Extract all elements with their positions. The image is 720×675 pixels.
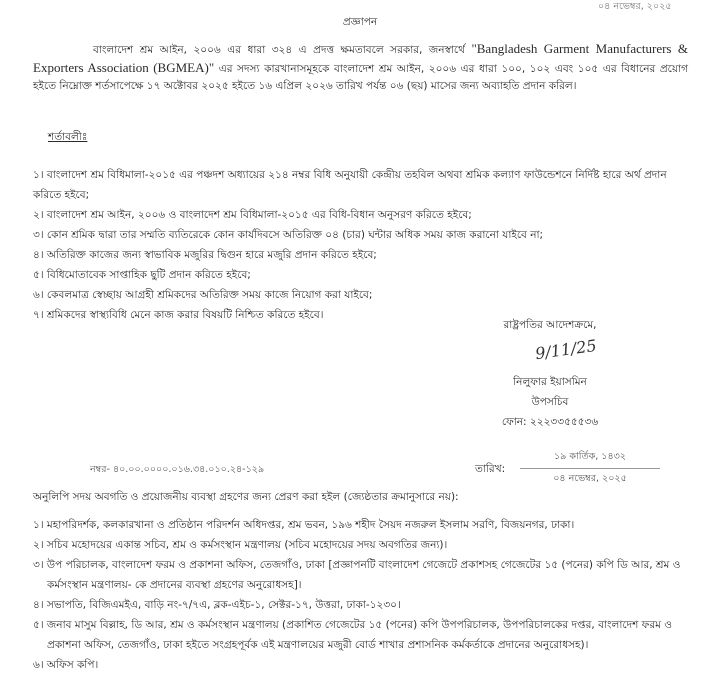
condition-item: ৩। কোন শ্রমিক দ্বারা তার সম্মতি ব্যতিরেকে কোন কার্যদিবসে অতিরিক্ত ০৪ (চার) ঘন্টার অধিক সময় কাজ করানো যাইবে না; bbox=[33, 229, 544, 241]
signatory-phone: ফোন: ২২২৩৩৫৫৫৩৬ bbox=[501, 416, 599, 428]
conditions-heading: শর্তাবলীঃ bbox=[48, 131, 88, 143]
order-line: রাষ্ট্রপতির আদেশক্রমে, bbox=[503, 319, 597, 331]
document-title: প্রজ্ঞাপন bbox=[342, 16, 378, 28]
condition-item: ২। বাংলাদেশ শ্রম আইন, ২০০৬ ও বাংলাদেশ শ্রম বিধিমালা-২০১৫ এর বিধি-বিধান অনুসরণ করিতে হইবে; bbox=[33, 209, 472, 221]
signatory-designation: উপসচিব bbox=[531, 396, 569, 408]
conditions-list bbox=[33, 165, 693, 325]
distribution-item: ৩। উপ পরিচালক, বাংলাদেশ ফরম ও প্রকাশনা অফিস, তেজগাঁও, ঢাকা [প্রজ্ঞাপনটি বাংলাদেশ গেজেটে প্রকাশসহ গেজেটের ১৫ (পনের) কপি ডি আর, শ্রম ও কর্মসংস্থান মন্ত্রণালয়- কে প্রদানের ব্যবস্থা গ্রহণের অনুরোধসহ]। bbox=[33, 559, 681, 591]
distribution-item: ৪। সভাপতি, বিজিএমইএ, বাড়ি নং-৭/৭এ, ব্লক-এইচ-১, সেক্টর-১৭, উত্তরা, ঢাকা-১২৩০। bbox=[33, 599, 401, 611]
distribution-item: ৫। জনাব মাসুম বিল্লাহ, ডি আর, শ্রম ও কর্মসংস্থান মন্ত্রণালয় (প্রকাশিত গেজেটের ১৫ (পনের) কপি উপপরিচালক, উপপরিচালকের দপ্তর, বাংলাদেশ ফরম ও প্রকাশনা অফিস, তেজগাঁও, ঢাকা হইতে সংগ্রহপূর্বক এই মন্ত্রণালয়ের মজুরী বোর্ড শাখার প্রশাসনিক কর্মকর্তাকে প্রদানের অনুরোধসহ)। bbox=[33, 619, 673, 651]
memo-date bbox=[520, 450, 660, 487]
signature: 9/11/25 bbox=[533, 335, 598, 364]
top-date: ০৪ নভেম্বর, ২০২৫ bbox=[598, 1, 672, 12]
condition-item: ৪। অতিরিক্ত কাজের জন্য স্বাভাবিক মজুরির দ্বিগুন হারে মজুরি প্রদান করিতে হইবে; bbox=[33, 249, 377, 261]
distribution-intro: অনুলিপি সদয় অবগতি ও প্রয়োজনীয় ব্যবস্থা গ্রহণের জন্য প্রেরণ করা হইল (জ্যেষ্ঠতার ক্রমানুসারে নয়): bbox=[33, 491, 459, 503]
date-bangla: ১৯ কার্তিক, ১৪৩২ bbox=[554, 451, 626, 462]
distribution-list bbox=[33, 515, 693, 675]
intro-paragraph bbox=[33, 40, 688, 95]
date-gregorian: ০৪ নভেম্বর, ২০২৫ bbox=[553, 473, 627, 484]
distribution-item: ৬। অফিস কপি। bbox=[33, 659, 99, 671]
condition-item: ৬। কেবলমাত্র স্বেচ্ছায় আগ্রহী শ্রমিকদের অতিরিক্ত সময় কাজে নিয়োগ করা যাইবে; bbox=[33, 289, 373, 301]
date-label: তারিখ: bbox=[475, 463, 506, 475]
date-divider bbox=[520, 468, 660, 469]
signatory-name: নিলুফার ইয়াসমিন bbox=[513, 376, 587, 388]
intro-text-after: এর সদস্য কারখানাসমূহকে বাংলাদেশ শ্রম আইন, ২০০৬ এর ধারা ১০০, ১০২ এবং ১০৫ এর বিধানের প্রয়োগ হইতে নিম্নোক্ত শর্তসাপেক্ষে ১৭ অক্টোবর ২০২৫ হইতে ১৬ এপ্রিল ২০২৬ তারিখ পর্যন্ত ০৬ (ছয়) মাসের জন্য অব্যাহতি প্রদান করিল। bbox=[33, 63, 689, 92]
condition-item: ১। বাংলাদেশ শ্রম বিধিমালা-২০১৫ এর পঞ্চদশ অধ্যায়ের ২১৪ নম্বর বিধি অনুযায়ী কেন্দ্রীয় তহবিল অথবা শ্রমিক কল্যাণ ফাউন্ডেশনে নির্দিষ্ট হারে অর্থ প্রদান করিতে হইবে; bbox=[33, 169, 667, 201]
intro-text-before: বাংলাদেশ শ্রম আইন, ২০০৬ এর ধারা ৩২৪ এ প্রদত্ত ক্ষমতাবলে সরকার, জনস্বার্থে bbox=[93, 44, 465, 56]
distribution-item: ২। সচিব মহোদয়ের একান্ত সচিব, শ্রম ও কর্মসংস্থান মন্ত্রণালয় (সচিব মহোদয়ের সদয় অবগতির জন্য)। bbox=[33, 539, 448, 551]
condition-item: ৫। বিধিমোতাবেক সাপ্তাহিক ছুটি প্রদান করিতে হইবে; bbox=[33, 269, 251, 281]
memo-number: নম্বর- ৪০.০০.০০০০.০১৬.৩৪.০১০.২৪-১২৯ bbox=[90, 464, 265, 475]
distribution-item: ১। মহাপরিদর্শক, কলকারখানা ও প্রতিষ্ঠান পরিদর্শন অধিদপ্তর, শ্রম ভবন, ১৯৬ শহীদ সৈয়দ নজরুল ইসলাম সরণি, বিজয়নগর, ঢাকা। bbox=[33, 519, 575, 531]
condition-item: ৭। শ্রমিকদের স্বাস্থ্যবিধি মেনে কাজ করার বিষয়টি নিশ্চিত করিতে হইবে। bbox=[33, 309, 324, 321]
organization-name: "Bangladesh Garment Manufacturers & Exporters Association (BGMEA)" bbox=[33, 41, 688, 75]
